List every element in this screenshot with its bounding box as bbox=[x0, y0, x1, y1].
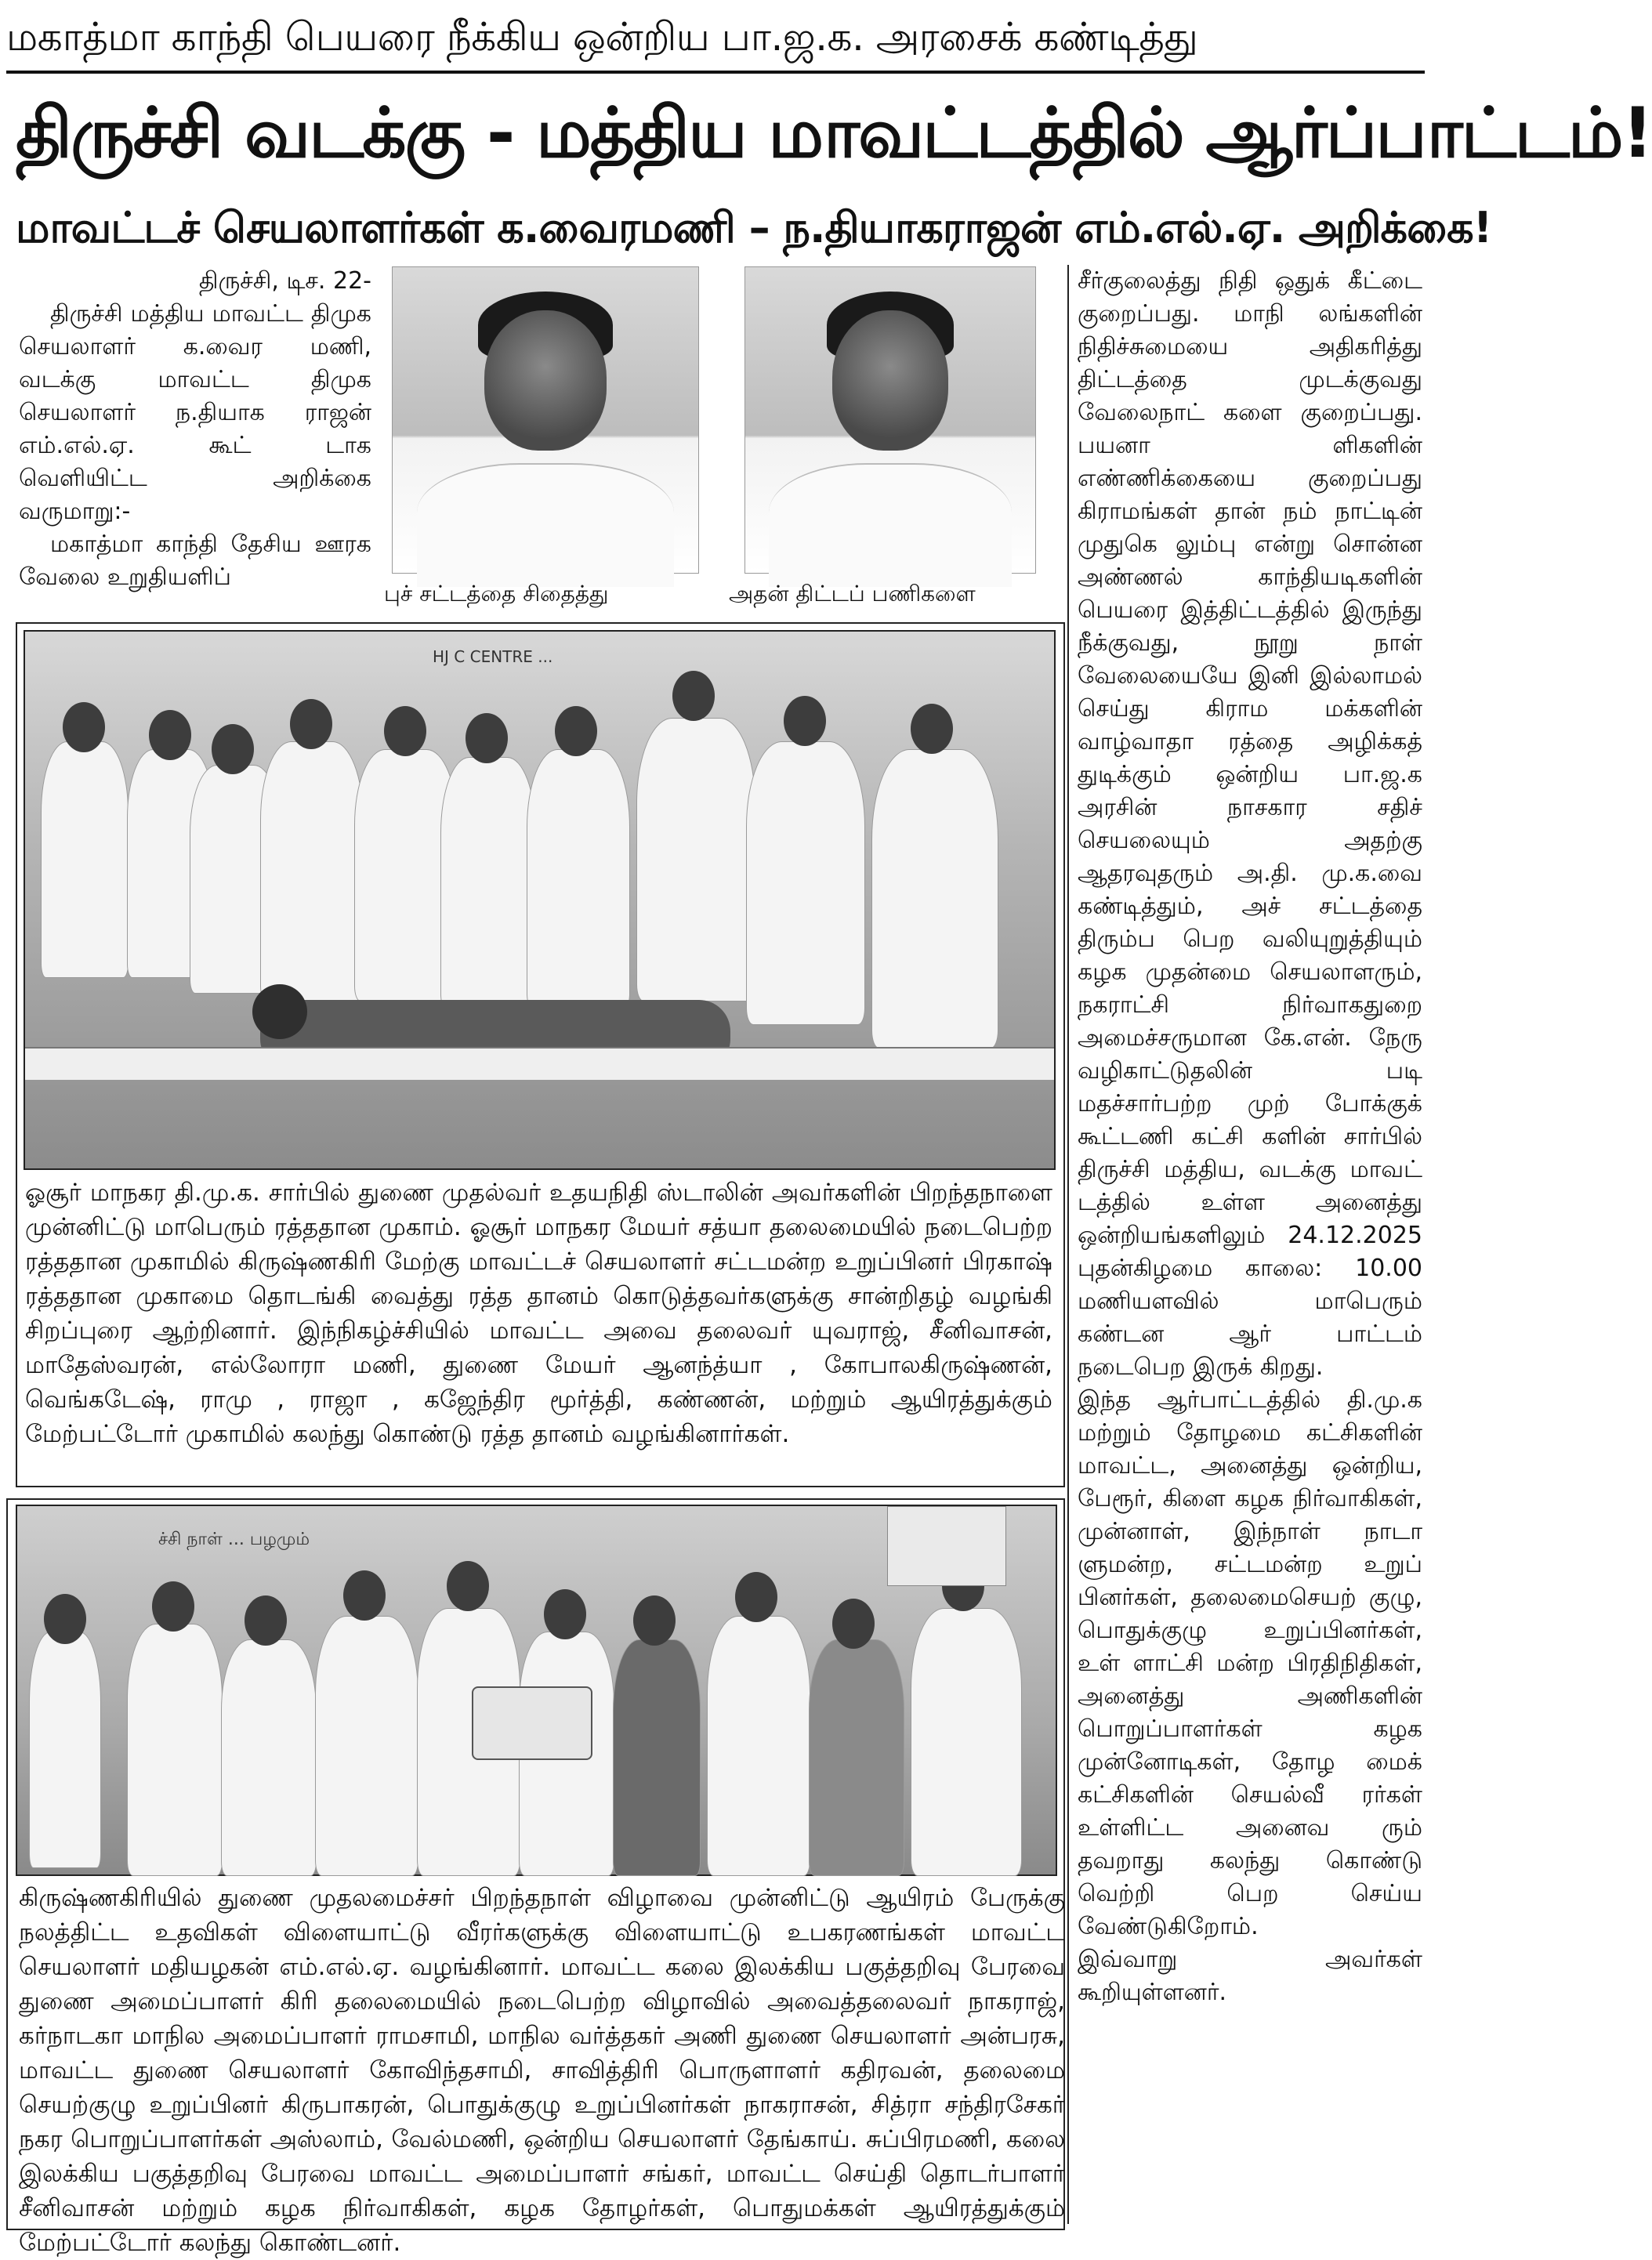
right-paragraph: சீர்குலைத்து நிதி ஒதுக் கீட்டை குறைப்பது. மாநி லங்களின் நிதிச்சுமையை அதிகரித்து திட்டத்தை முடக்குவது வேலைநாட் களை குறைப்பது. பயனா ளிகளின் எண்ணிக்கையை குறைப்பது கிராமங்கள் தான் நம் நாட்டின் முதுகெ லும்பு என்று சொன்ன அண்ணல் காந்தியடிகளின் பெயரை இத்திட்டத்தில் இருந்து நீக்குவது, நூறு நாள் வேலையையே இனி இல்லாமல் செய்து கிராம மக்களின் வாழ்வாதா ரத்தை அழிக்கத் துடிக்கும் ஒன்றிய பா.ஜ.க அரசின் நாசகார சதிச் செயலையும் அதற்கு ஆதரவுதரும் அ.தி. மு.க.வை கண்டித்தும், அச் சட்டத்தை திரும்ப பெற வலியுறுத்தியும் கழக முதன்மை செயலாளரும், நகராட்சி நிர்வாகதுறை அமைச்சருமான கே.என். நேரு வழிகாட்டுதலின் படி மதச்சார்பற்ற முற் போக்குக் கூட்டணி கட்சி களின் சார்பில் திருச்சி மத்திய, வடக்கு மாவட் டத்தில் உள்ள அனைத்து ஒன்றியங்களிலும் 24.12.2025 புதன்கிழமை காலை: 10.00 மணியளவில் மாபெரும் கண்டன ஆர் பாட்டம் நடைபெற இருக் கிறது. bbox=[1078, 267, 1422, 1381]
right-paragraph: இவ்வாறு அவர்கள் கூறியுள்ளனர். bbox=[1078, 1946, 1422, 2006]
kicker: மகாத்மா காந்தி பெயரை நீக்கிய ஒன்றிய பா.ஜ.க. அரசைக் கண்டித்து bbox=[6, 14, 1198, 60]
left-column bbox=[19, 265, 371, 610]
photo2-welfare-event bbox=[16, 1505, 1057, 1876]
portrait-left bbox=[392, 266, 699, 574]
photo2-banner-text: ச்சி நாள் ... பழமும் bbox=[158, 1530, 310, 1549]
photo1-blood-donation bbox=[24, 630, 1056, 1170]
headline: திருச்சி வடக்கு - மத்திய மாவட்டத்தில் ஆர்ப்பாட்டம்! bbox=[16, 92, 1652, 173]
kicker-rule bbox=[6, 71, 1425, 74]
right-column bbox=[1078, 265, 1422, 2216]
photo1-caption: ஓசூர் மாநகர தி.மு.க. சார்பில் துணை முதல்வர் உதயநிதி ஸ்டாலின் அவர்களின் பிறந்தநாளை முன்னிட்டு மாபெரும் ரத்ததான முகாம். ஓசூர் மாநகர மேயர் சத்யா தலைமையில் நடைபெற்ற ரத்ததான முகாமில் கிருஷ்ணகிரி மேற்கு மாவட்டச் செயலாளர் சட்டமன்ற உறுப்பினர் பிரகாஷ் ரத்ததான முகாமை தொடங்கி வைத்து ரத்த தானம் கொடுத்தவர்களுக்கு சான்றிதழ் வழங்கி சிறப்புரை ஆற்றினார். இந்நிகழ்ச்சியில் மாவட்ட அவை தலைவர் யுவராஜ், சீனிவாசன், மாதேஸ்வரன், எல்லோரா மணி, துணை மேயர் ஆனந்த்யா , கோபாலகிருஷ்ணன், வெங்கடேஷ், ராமு , ராஜா , கஜேந்திர மூர்த்தி, கண்ணன், மற்றும் ஆயிரத்துக்கும் மேற்பட்டோர் முகாமில் கலந்து கொண்டு ரத்த தானம் வழங்கினார்கள். bbox=[25, 1179, 1052, 1448]
photo2-caption: கிருஷ்ணகிரியில் துணை முதலமைச்சர் பிறந்தநாள் விழாவை முன்னிட்டு ஆயிரம் பேருக்கு நலத்திட்ட உதவிகள் விளையாட்டு வீரர்களுக்கு விளையாட்டு உபகரணங்கள் மாவட்ட செயலாளர் மதியழகன் எம்.எல்.ஏ. வழங்கினார். மாவட்ட கலை இலக்கிய பகுத்தறிவு பேரவை துணை அமைப்பாளர் கிரி தலைமையில் நடைபெற்ற விழாவில் அவைத்தலைவர் நாகராஜ், கர்நாடகா மாநில அமைப்பாளர் ராமசாமி, மாநில வர்த்தகர் அணி துணை செயலாளர் அன்பரசு, மாவட்ட துணை செயலாளர் கோவிந்தசாமி, சாவித்திரி பொருளாளர் கதிரவன், தலைமை செயற்குழு உறுப்பினர் கிருபாகரன், பொதுக்குழு உறுப்பினர்கள் நாகராசன், சித்ரா சந்திரசேகர் நகர பொறுப்பாளர்கள் அஸ்லாம், வேல்மணி, ஒன்றிய செயலாளர் தேங்காய். சுப்பிரமணி, கலை இலக்கிய பகுத்தறிவு பேரவை மாவட்ட அமைப்பாளர் சங்கர், மாவட்ட செய்தி தொடர்பாளர் சீனிவாசன் மற்றும் கழக நிர்வாகிகள், கழக தோழர்கள், பொதுமக்கள் ஆயிரத்துக்கும் மேற்பட்டோர் கலந்து கொண்டனர். bbox=[19, 1884, 1065, 2257]
column-divider bbox=[1067, 265, 1069, 2224]
left-paragraph: மகாத்மா காந்தி தேசிய ஊரக வேலை உறுதியளிப் bbox=[19, 531, 371, 591]
left-paragraph: திருச்சி மத்திய மாவட்ட திமுக செயலாளர் க.வைர மணி, வடக்கு மாவட்ட திமுக செயலாளர் ந.தியாக ராஜன் எம்.எல்.ஏ. கூட் டாக வெளியிட்ட அறிக்கை வருமாறு:- bbox=[19, 300, 371, 525]
portrait-caption-left: புச் சட்டத்தை சிதைத்து bbox=[384, 581, 609, 607]
portrait-right bbox=[744, 266, 1036, 574]
photo1-wall-text: HJ C CENTRE ... bbox=[433, 647, 553, 666]
right-paragraph: இந்த ஆர்பாட்டத்தில் தி.மு.க மற்றும் தோழமை கட்சிகளின் மாவட்ட, அனைத்து ஒன்றிய, பேரூர், கிளை கழக நிர்வாகிகள், முன்னாள், இந்நாள் நாடா ளுமன்ற, சட்டமன்ற உறுப் பினர்கள், தலைமைசெயற் குழு, பொதுக்குழு உறுப்பினர்கள், உள் ளாட்சி மன்ற பிரதிநிதிகள், அனைத்து அணிகளின் பொறுப்பாளர்கள் கழக முன்னோடிகள், தோழ மைக் கட்சிகளின் செயல்வீ ரர்கள் உள்ளிட்ட அனைவ ரும் தவறாது கலந்து கொண்டு வெற்றி பெற செய்ய வேண்டுகிறோம். bbox=[1078, 1386, 1422, 1940]
portrait-caption-right: அதன் திட்டப் பணிகளை bbox=[729, 581, 976, 607]
dateline: திருச்சி, டிச. 22- bbox=[198, 267, 371, 295]
deck: மாவட்டச் செயலாளர்கள் க.வைரமணி – ந.தியாகராஜன் எம்.எல்.ஏ. அறிக்கை! bbox=[16, 203, 1492, 252]
